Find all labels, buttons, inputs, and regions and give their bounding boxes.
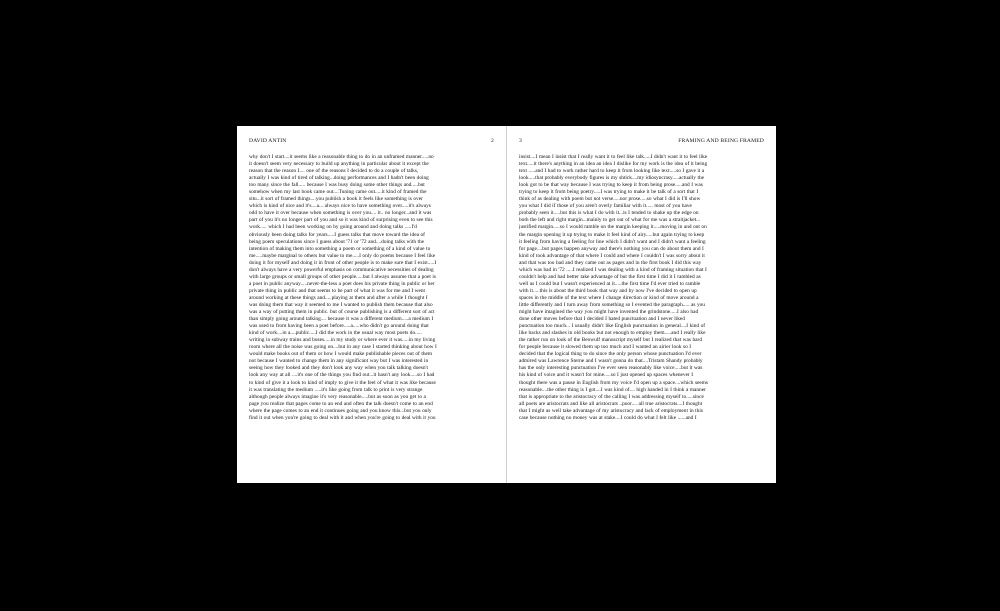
text-line: the rather run on look of the Beowulf manuscript myself but I realized that was hard [519, 337, 702, 344]
left-page-body-text [249, 154, 496, 422]
text-line: was used to from having been a poet before.....a.....who didn't go around doing that [249, 323, 429, 330]
right-page [507, 126, 776, 483]
text-line: not because I wanted to change them in any significant way but I was interested in [249, 358, 429, 365]
text-line: find it out when you're going to deal with it and when you're going to deal with it you [249, 414, 436, 421]
text-line: writing in subway trains and buses.....in my study or where ever it was.....in my living [249, 337, 436, 344]
page-number-right: 3 [519, 138, 522, 144]
text-line: look.....that probably everybody figures is my shtick....my idiosyncrasy.....actually the [519, 175, 704, 182]
text-line: his kind of voice and it wasn't for mine.....so I just opened up spaces whenever I [519, 372, 694, 379]
text-line: both the left and right margin...mainly to get out of what for me was a straitjacket... [519, 217, 701, 224]
text-line: punctuation too much... I usually didn't like English punctuation in general....I kind of [519, 323, 706, 330]
text-line: to kind of give it a look to kind of imply to give it the feel of what it was like because [249, 379, 436, 386]
text-line: insist....I mean I insist that I really want it to feel like talk.....I didn't want it to feel like [519, 154, 708, 160]
text-line: it was translating the medium .....it's like going from talk to print is very strange [249, 386, 423, 393]
text-line: justified margin.....so I would ramble on the margin keeping it.....moving in and out on [519, 224, 707, 231]
text-line: admired was Lawrence Sterne and I wasn't gonna do that....Tristam Shandy probably [519, 358, 703, 365]
text-line: part of you it's no longer part of you and so it was kind of surprising even to see this [249, 217, 433, 224]
text-line: where the page comes to an end it continues going and you know this...but you only [249, 407, 432, 414]
text-line: with large groups or small groups of other people.....but I always assume that a poet is [249, 273, 436, 280]
text-line: case because nothing no money was at stake....I could do what I felt like ......and I [519, 414, 697, 421]
text-line: was doing them that way it seemed to me I wanted to publish them because that also [249, 301, 433, 308]
text-line: too many since the fall..... because I was busy doing some other things and.....but [249, 182, 425, 189]
text-line: done other moves before that I decided I hated punctuation and I never liked [519, 316, 685, 323]
text-line: intention of making them into something a poem or something of a kind of value to [249, 245, 431, 252]
text-line: might have imagined the way you might have invented the grindstone.....I also had [519, 309, 699, 316]
text-line: a poet in public anyway.....never-the-less a poet does his private thing in public or her [249, 280, 435, 287]
text-line: it doesn't seem very necessary to build up anything in particular about it except the [249, 161, 429, 168]
text-line: the margin opening it up trying to make it feel kind of airy.....but again trying to keep [519, 231, 705, 238]
text-line: situ...it sort of framed things....you publish a book it feels like something is over [249, 196, 423, 203]
text-line: would make books out of them or how I would make publishable pieces out of them [249, 351, 433, 358]
text-line: that is appropriate to the aristocracy of the calling I was addressing myself to.....since [519, 393, 704, 400]
text-line: think of as dealing with poem but not verse.....nor prose.....so what I did is I'll show [519, 196, 701, 203]
text-line: and that was too bad and they came out as pages and in the first book I did this way [519, 259, 702, 266]
running-head-author: DAVID ANTIN [249, 138, 287, 144]
text-line: trying to keep it from being poetry.....I was trying to make it be talk of a sort that I [519, 189, 699, 196]
left-page-header [249, 136, 494, 146]
right-page-header [519, 136, 764, 146]
text-line: little differently and I turn away from something so I evented the paragraph..... as you [519, 301, 705, 308]
text-line: was a way of putting them in public. but of course publishing is a different sort of act [249, 309, 435, 316]
text-line: than simply going around talking.... because it was a different medium.....a medium I [249, 316, 434, 323]
page-number-left: 2 [491, 138, 494, 144]
text-line: somehow when my last book came out....Tuning came out.....it kind of framed the [249, 189, 427, 196]
text-line: obviously been doing talks for years.....I guess talks that move toward the idea of [249, 231, 425, 238]
text-line: for page....but pages happen anyway and there's nothing you can do about them and I [519, 245, 704, 252]
text-line: which is kind of nice and it's....a... always nice to have something over.....it's always [249, 203, 431, 210]
text-line: doing it for myself and doing it in front of other people is to make sure that I exist.....I [249, 259, 437, 266]
text-line: although people always imagine it's very reasonable.....but as soon as you get to a [249, 393, 426, 400]
text-line: probably seen it.....but this is what I do with it...is I tended to shake up the edge on [519, 210, 699, 217]
text-line: has the only interesting punctuation I've ever seen reasonably like voice.....but it was [519, 365, 703, 372]
text-line: reasonable....the other thing is I got....I was kind of.... high handed in I think a manner [519, 386, 706, 393]
text-line: why don't I start....it seems like a reasonable thing to do in an unframed manner.....no [249, 154, 434, 160]
text-line: being poem speculations since I guess about '71 or '72 and....doing talks with the [249, 238, 425, 245]
left-page [237, 126, 506, 483]
text-line: with it.....this is about the third book that way and by now I've decided to open up [519, 287, 697, 294]
text-line: spaces in the middle of the text where I change direction or kind of move around a [519, 294, 699, 301]
text-line: don't always have a very powerful emphasis on communicative necessities of dealing [249, 266, 434, 273]
text-line: text.....it there's anything in an idea an idea I dislike for my work is the idea of it being [519, 161, 708, 168]
running-head-title: FRAMING AND BEING FRAMED [678, 138, 764, 144]
book-spread [237, 126, 776, 483]
text-line: for people because it slowed them up too much and I wanted an airier look so I [519, 344, 692, 351]
text-line: all poets are aristocrats and like all aristocrats ..poor.... all true aristocrats....I thought [519, 400, 703, 407]
text-line: text .....and I had to work rather hard to keep it from looking like text.....so I gave it a [519, 168, 705, 175]
text-line: it feeling from having a feeling for line which I didn't want and I didn't want a feeling [519, 238, 706, 245]
text-line: work..... which I had been working on by going around and doing talks .....I'd [249, 224, 417, 231]
text-line: look got to be that way because I was trying to keep it from being prose.....and I was [519, 182, 703, 189]
right-page-body-text [519, 154, 766, 422]
text-line: actually I was kind of tired of talking...doing performances and I hadn't been doing [249, 175, 429, 182]
text-line: you what I did if those of you aren't overly familiar with it..... most of you have [519, 203, 692, 210]
text-line: me.....maybe marginal to others but value to me.....I only do poems because I feel like [249, 252, 436, 259]
text-line: that I might as well take advantage of my aristocracy and lack of employment in this [519, 407, 703, 414]
text-line: kind of took advantage of that where I could and where I couldn't I was sorry about it [519, 252, 705, 259]
text-line: like hacks and slashes in old books but not enough to employ them.....and I really like [519, 330, 706, 337]
text-line: room where all the noise was going on....but in any case I started thinking about how I [249, 344, 437, 351]
text-line: around working at these things and.....playing at them and after a while I thought I [249, 294, 428, 301]
text-line: thought there was a pause in English from my voice I'd open up a space....which seems [519, 379, 709, 386]
text-line: page you realize that pages come to an end and often the talk doesn't come to an end [249, 400, 433, 407]
text-line: seeing how they looked and they don't look any way when you talk talking doesn't [249, 365, 428, 372]
text-line: decided that the logical thing to do since the only person whose punctuation I'd ever [519, 351, 702, 358]
text-line: couldn't help and had better take advantage of but the first time I did it I rambled as [519, 273, 701, 280]
text-line: odd to have it over because when something is over you.... it.. no longer...and it was [249, 210, 432, 217]
text-line: kind of work....in a....public.....I did the work in the usual way most poets do..... [249, 330, 422, 337]
text-line: well as I could but I wasn't experienced at it.....the first time I'd ever tried to ramble [519, 280, 701, 287]
text-line: which was bad in '72 .....I realized I was dealing with a kind of framing situation that I [519, 266, 707, 273]
text-line: look any way at all ....it's one of the things you find out...it hasn't any look.....so I had [249, 372, 435, 379]
text-line: private thing in public and that seems to be part of what it was for me and I went [249, 287, 426, 294]
text-line: reason that the reason I.... one of the reasons I decided to do a couple of talks, [249, 168, 419, 175]
